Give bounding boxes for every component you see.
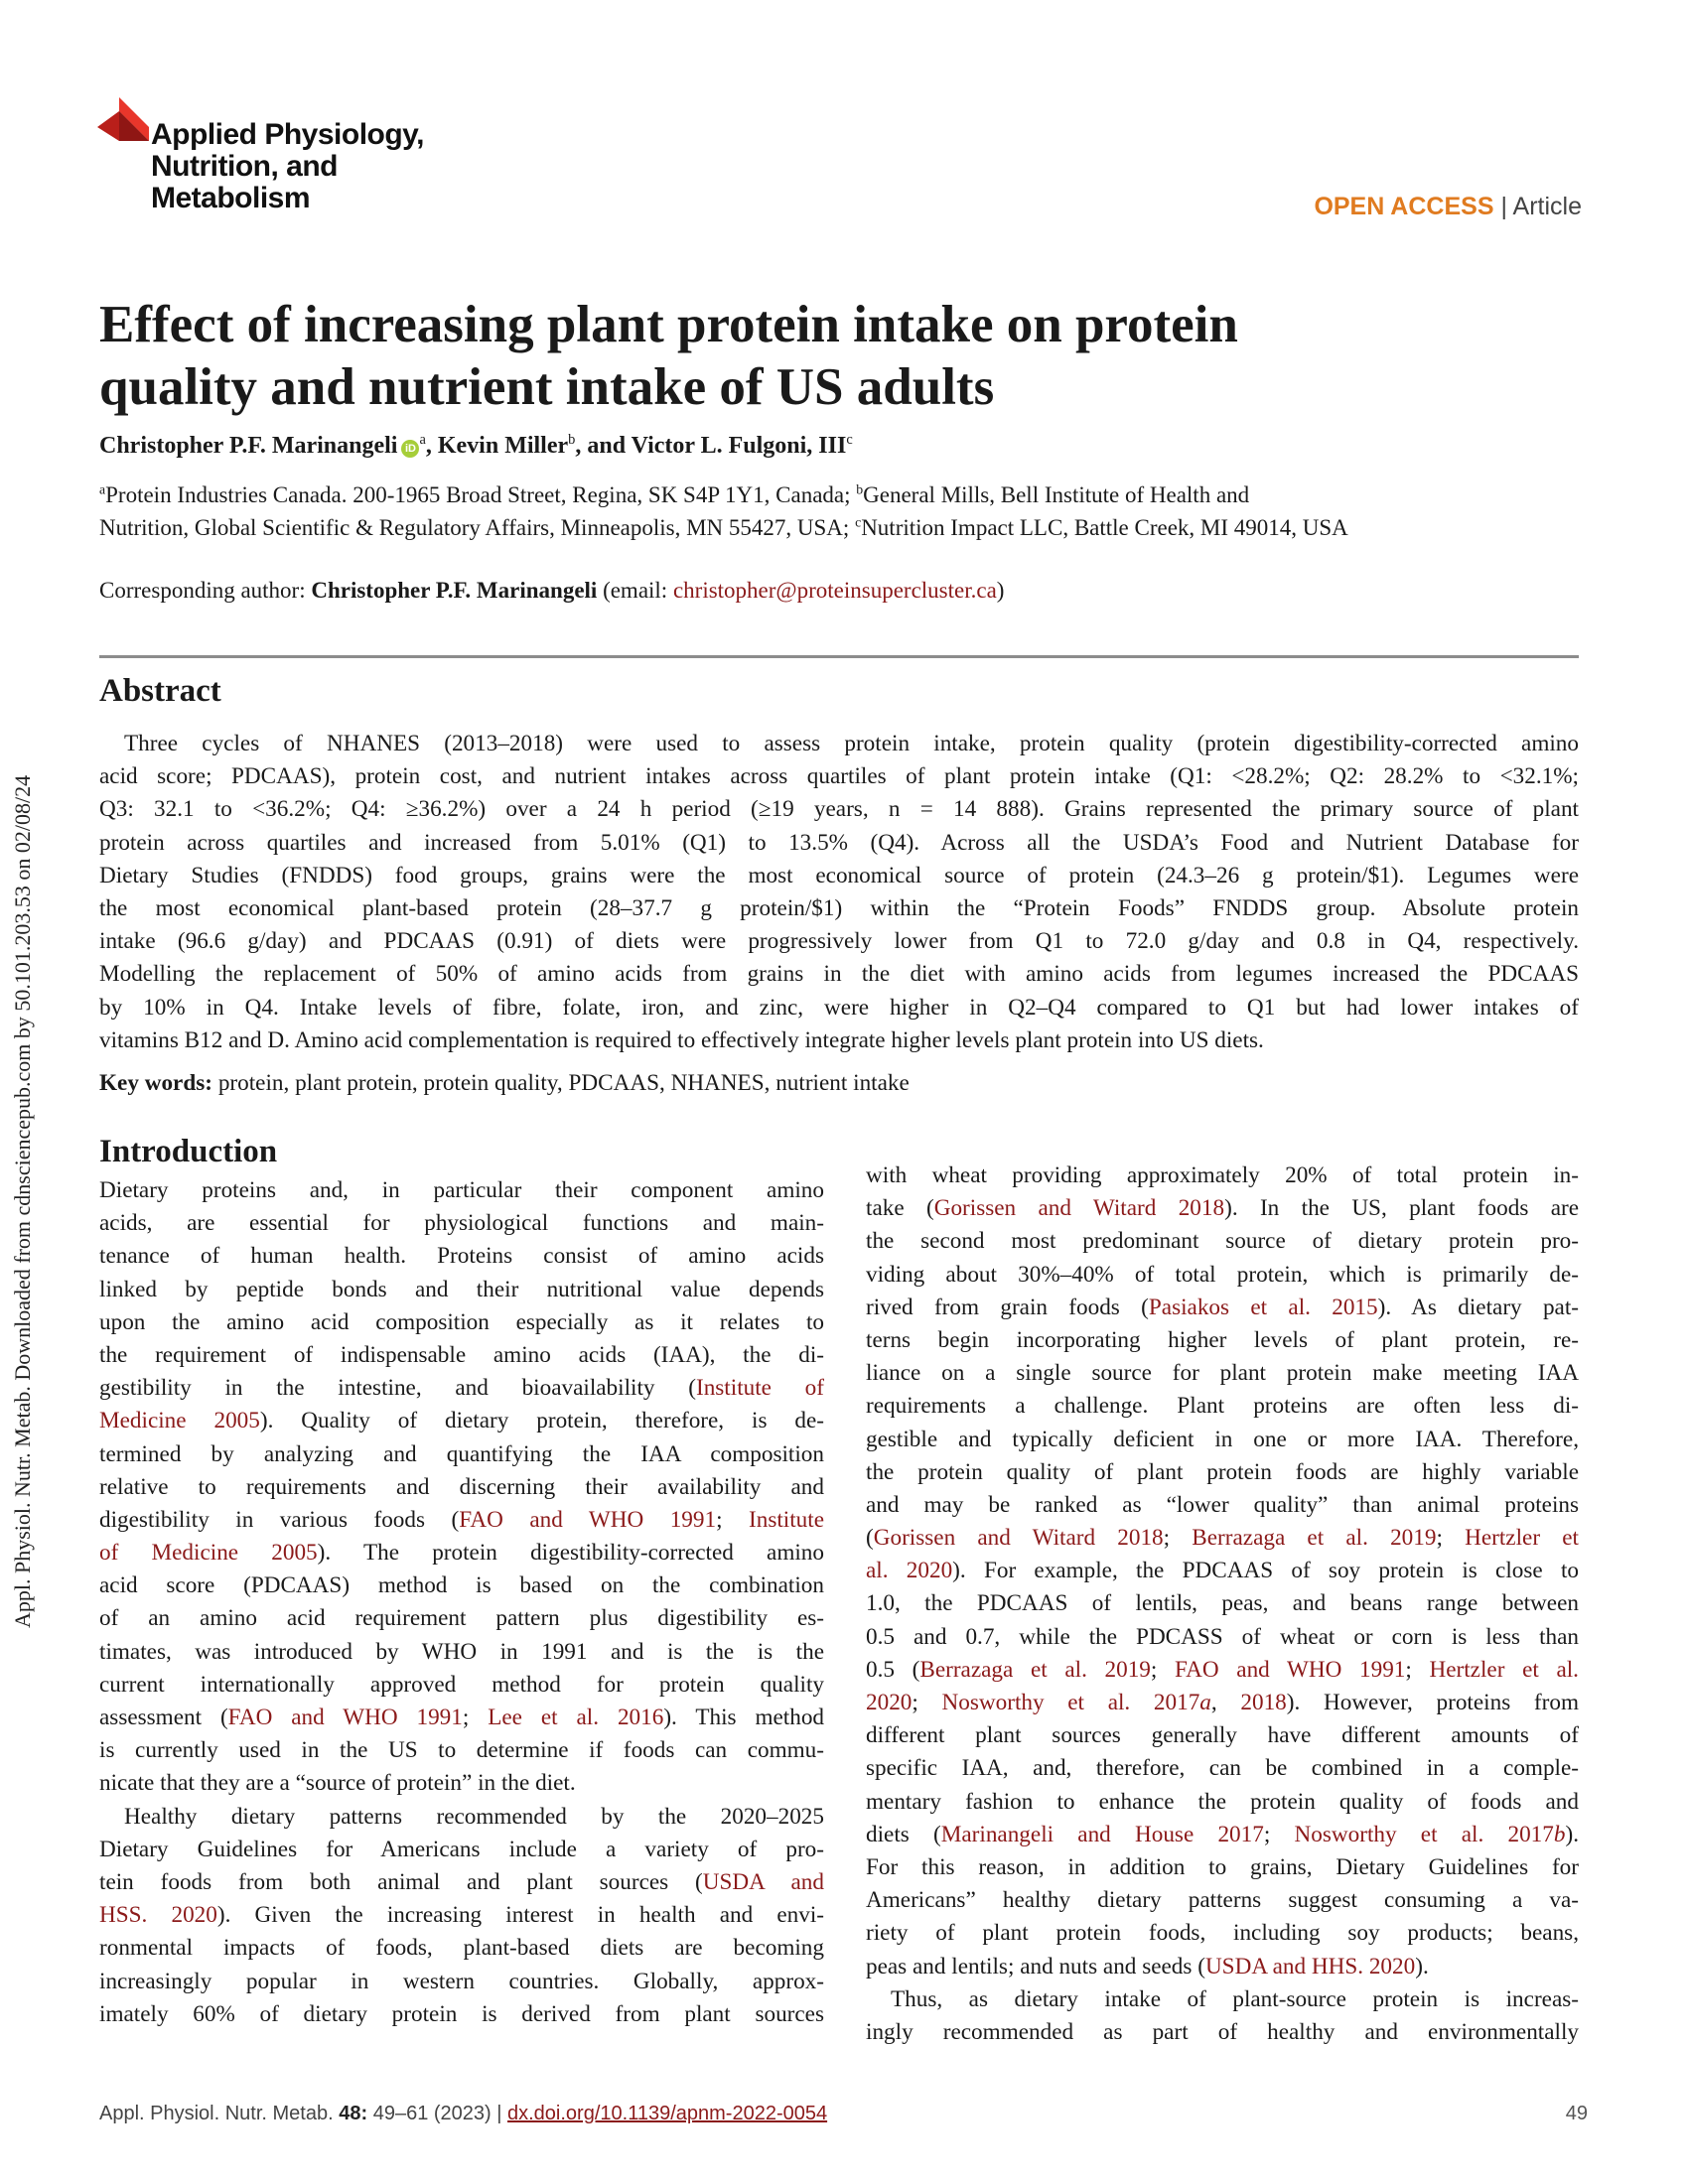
keywords — [99, 1070, 910, 1097]
body-text: ; — [912, 1690, 942, 1715]
citation-link[interactable]: 2020 — [866, 1690, 913, 1715]
download-watermark: Appl. Physiol. Nutr. Metab. Downloaded from cdnsciencepub.com by 50.101.203.53 on 02/08/24 — [10, 774, 35, 1628]
page-number: 49 — [1565, 2103, 1588, 2124]
affiliation-text: Protein Industries Canada. 200-1965 Broad Street, Regina, SK S4P 1Y1, Canada; — [105, 482, 857, 507]
citation-link[interactable]: Gorissen and Witard 2018 — [933, 1195, 1225, 1222]
affiliation-line — [99, 478, 1589, 511]
citation-link[interactable]: Nosworthy et al. 2017 — [1294, 1821, 1554, 1847]
citation-link[interactable]: Institute of — [695, 1375, 825, 1402]
citation-link[interactable]: Gorissen and Witard 2018 — [873, 1525, 1164, 1552]
body-text: specific IAA, and, therefore, can be combined in a comple- — [866, 1755, 1579, 1782]
body-text-line — [99, 1866, 824, 1899]
body-text: upon the amino acid composition especially as it relates to — [99, 1308, 824, 1335]
author-list — [99, 433, 853, 460]
abstract-line: vitamins B12 and D. Amino acid complementation is required to effectively integrate higher levels plant protein into US diets. — [99, 1026, 1264, 1053]
journal-name-line: Applied Physiology, — [151, 118, 424, 151]
body-text-line — [866, 1917, 1579, 1950]
citation-link[interactable]: HSS. 2020 — [99, 1902, 217, 1929]
footer-volume: 48: — [339, 2103, 368, 2124]
body-text-line — [99, 1405, 824, 1437]
body-text-line — [99, 1998, 824, 2031]
body-text: ). This method — [663, 1705, 825, 1730]
body-text: current internationally approved method for protein quality — [99, 1671, 824, 1698]
body-text: riety of plant protein foods, including soy products; beans, — [866, 1920, 1579, 1947]
affiliation-line — [99, 511, 1589, 544]
body-text: 0.5 and 0.7, while the PDCASS of wheat or corn is less than — [866, 1623, 1579, 1650]
body-text: requirements a challenge. Plant proteins are often less di- — [866, 1393, 1579, 1420]
body-text: the requirement of indispensable amino acids (IAA), the di- — [99, 1341, 824, 1368]
journal-name-line: Metabolism — [151, 182, 311, 214]
email-suffix: ) — [996, 578, 1005, 603]
citation-link[interactable]: Institute — [749, 1506, 824, 1533]
body-text: ; — [1436, 1525, 1466, 1552]
journal-logo-mark-icon — [97, 97, 155, 149]
corresponding-label: Corresponding author: — [99, 578, 312, 603]
article-title-line: quality and nutrient intake of US adults — [99, 358, 995, 416]
body-text: ; — [1150, 1656, 1175, 1683]
citation-link[interactable]: of Medicine 2005 — [99, 1540, 318, 1567]
body-text: 1.0, the PDCAAS of lentils, peas, and beans range between — [866, 1590, 1579, 1617]
body-text-line — [866, 1719, 1579, 1752]
body-text-line — [866, 1160, 1579, 1192]
citation-link[interactable]: FAO and WHO 1991 — [227, 1705, 463, 1730]
body-text: ; — [462, 1705, 489, 1730]
body-text-line — [99, 1471, 824, 1504]
body-text: ). The protein digestibility-corrected amino — [317, 1540, 824, 1567]
journal-name — [151, 119, 424, 214]
body-text: acids, are essential for physiological functions and main- — [99, 1210, 824, 1237]
affiliation-marker: c — [855, 514, 862, 530]
body-text-line — [866, 1357, 1579, 1390]
body-text: peas and lentils; and nuts and seeds ( — [866, 1953, 1205, 1979]
body-text: diets ( — [866, 1821, 941, 1847]
body-text: Thus, as dietary intake of plant-source protein is increas- — [891, 1985, 1579, 2012]
body-text-line — [866, 1819, 1579, 1851]
body-text: imately 60% of dietary protein is derived from plant sources — [99, 2000, 824, 2027]
body-text-line — [866, 1456, 1579, 1489]
affiliation-text: Nutrition, Global Scientific & Regulatory Affairs, Minneapolis, MN 55427, USA; — [99, 515, 856, 540]
body-text-line — [866, 1292, 1579, 1324]
article-type-label: Article — [1512, 193, 1582, 220]
body-text: liance on a single source for plant protein make meeting IAA — [866, 1360, 1579, 1387]
body-text-line — [866, 1884, 1579, 1917]
affiliations — [99, 478, 1589, 544]
body-text: digestibility in various foods ( — [99, 1506, 460, 1533]
body-text: linked by peptide bonds and their nutritional value depends — [99, 1276, 824, 1302]
body-text: Healthy dietary patterns recommended by the 2020–2025 — [124, 1803, 824, 1830]
body-text-line — [866, 1259, 1579, 1292]
body-text: termined by analyzing and quantifying the IAA composition — [99, 1440, 824, 1467]
citation-link[interactable]: Hertzler et al. — [1429, 1656, 1579, 1683]
author-separator: , — [425, 433, 438, 459]
body-text-line — [866, 1587, 1579, 1620]
body-text: ; — [1405, 1656, 1430, 1683]
author-name[interactable]: Victor L. Fulgoni, III — [631, 433, 847, 459]
body-text: Dietary Guidelines for Americans include a variety of pro- — [99, 1836, 824, 1862]
abstract-body — [99, 728, 1579, 1057]
body-text-line — [866, 1489, 1579, 1522]
body-text: , — [1210, 1690, 1241, 1715]
citation-link[interactable]: FAO and WHO 1991 — [1174, 1656, 1406, 1683]
email-prefix: (email: — [597, 578, 673, 603]
body-text-line — [866, 1225, 1579, 1258]
body-text: and may be ranked as “lower quality” than animal proteins — [866, 1491, 1579, 1518]
body-text: mentary fashion to enhance the protein quality of foods and — [866, 1788, 1579, 1815]
body-text-line — [99, 1801, 824, 1834]
body-text: ( — [866, 1525, 874, 1552]
body-text: take ( — [866, 1195, 934, 1222]
body-text-line — [99, 1537, 824, 1570]
body-text-line — [866, 1851, 1579, 1884]
orcid-icon[interactable]: iD — [401, 440, 419, 458]
body-text-line — [866, 1621, 1579, 1654]
body-text: ). As dietary pat- — [1377, 1294, 1580, 1320]
body-text-line — [99, 1339, 824, 1372]
body-text: with wheat providing approximately 20% of total protein in- — [866, 1162, 1579, 1188]
body-text-line — [99, 1734, 824, 1767]
footer-journal: Appl. Physiol. Nutr. Metab. — [99, 2103, 340, 2124]
email-link[interactable]: christopher@proteinsupercluster.ca — [672, 578, 997, 603]
affiliation-text: Nutrition Impact LLC, Battle Creek, MI 49014, USA — [861, 515, 1348, 540]
affiliation-marker: c — [846, 432, 853, 448]
body-text: is currently used in the US to determine if foods can commu- — [99, 1737, 824, 1764]
keywords-text: protein, plant protein, protein quality, PDCAAS, NHANES, nutrient intake — [217, 1070, 910, 1096]
body-text-line — [99, 1899, 824, 1932]
citation-link[interactable]: FAO and WHO 1991 — [459, 1506, 717, 1533]
body-text-line — [99, 1240, 824, 1273]
body-text: gestibility in the intestine, and bioavailability ( — [99, 1375, 696, 1402]
body-text: nicate that they are a “source of protein” in the diet. — [99, 1770, 576, 1797]
body-text: tenance of human health. Proteins consist of amino acids — [99, 1243, 824, 1270]
abstract-line: the most economical plant-based protein (28–37.7 g protein/$1) within the “Protein Foods” FNDDS group. Absolute protein — [99, 894, 1579, 921]
citation-link[interactable]: Berrazaga et al. 2019 — [919, 1656, 1151, 1683]
body-text-line — [866, 2016, 1579, 2049]
body-text-line — [866, 1752, 1579, 1785]
body-text: ). In the US, plant foods are — [1224, 1195, 1580, 1222]
body-text-line — [99, 1372, 824, 1405]
page-footer — [99, 2103, 827, 2125]
body-text-line — [866, 1424, 1579, 1456]
citation-link[interactable]: Berrazaga et al. 2019 — [1192, 1525, 1437, 1552]
citation-link[interactable]: b — [1553, 1821, 1566, 1847]
section-divider — [99, 655, 1579, 658]
citation-link[interactable]: a — [1199, 1690, 1211, 1715]
abstract-line: by 10% in Q4. Intake levels of fibre, folate, iron, and zinc, were higher in Q2–Q4 compared to Q1 but had lower intakes of — [99, 994, 1579, 1021]
corresponding-name: Christopher P.F. Marinangeli — [311, 578, 598, 603]
abstract-line: acid score; PDCAAS), protein cost, and nutrient intakes across quartiles of plant protein intake (Q1: <28.2%; Q2: 28.2% to <32.1%; — [99, 763, 1579, 790]
body-text-line — [99, 1504, 824, 1537]
doi-link[interactable]: dx.doi.org/10.1139/apnm-2022-0054 — [507, 2103, 828, 2124]
body-text-line — [99, 1438, 824, 1471]
body-text: 0.5 ( — [866, 1656, 920, 1683]
body-text: timates, was introduced by WHO in 1991 and is the is the — [99, 1638, 824, 1665]
separator: | — [1500, 193, 1507, 220]
body-text-line — [866, 1555, 1579, 1587]
body-text-line — [866, 1687, 1579, 1719]
body-text-line — [99, 1274, 824, 1306]
body-text-line — [866, 1786, 1579, 1819]
body-text-line — [99, 1966, 824, 1998]
body-column-right — [866, 1160, 1579, 2049]
body-text-line — [866, 1522, 1579, 1555]
body-text-line — [99, 1174, 824, 1207]
body-text: Americans” healthy dietary patterns suggest consuming a va- — [866, 1887, 1579, 1914]
article-title-line: Effect of increasing plant protein intake on protein — [99, 296, 1238, 353]
body-text-line — [99, 1834, 824, 1866]
body-text-line — [99, 1932, 824, 1965]
affiliation-marker: b — [856, 481, 864, 497]
body-text: ). Quality of dietary protein, therefore, is de- — [259, 1408, 824, 1434]
body-text: ; — [1263, 1821, 1295, 1847]
body-text: ). Given the increasing interest in health and envi- — [216, 1902, 824, 1929]
body-text: gestible and typically deficient in one or more IAA. Therefore, — [866, 1426, 1579, 1452]
body-text: the protein quality of plant protein foods are highly variable — [866, 1458, 1579, 1485]
abstract-heading: Abstract — [99, 673, 221, 709]
citation-link[interactable]: USDA and — [702, 1868, 824, 1895]
body-text: ronmental impacts of foods, plant-based diets are becoming — [99, 1935, 824, 1962]
author-name[interactable]: Kevin Miller — [437, 433, 569, 459]
abstract-line: Q3: 32.1 to <36.2%; Q4: ≥36.2%) over a 24 h period (≥19 years, n = 14 888). Grains represented the primary source of plant — [99, 796, 1579, 823]
affiliation-text: General Mills, Bell Institute of Health and — [863, 482, 1250, 507]
body-text: different plant sources generally have different amounts of — [866, 1722, 1579, 1749]
citation-link[interactable]: Nosworthy et al. 2017 — [941, 1690, 1200, 1715]
journal-name-line: Nutrition, and — [151, 150, 338, 183]
body-text-line — [99, 1602, 824, 1635]
author-separator: , and — [575, 433, 632, 459]
abstract-line: Dietary Studies (FNDDS) food groups, grains were the most economical source of protein (24.3–26 g protein/$1). Legumes were — [99, 862, 1579, 888]
article-title — [99, 294, 1589, 419]
body-text-line — [99, 1767, 824, 1800]
body-text: rived from grain foods ( — [866, 1294, 1149, 1320]
body-text: viding about 30%–40% of total protein, which is primarily de- — [866, 1261, 1579, 1288]
article-type-badge — [1314, 193, 1582, 221]
open-access-label: OPEN ACCESS — [1314, 193, 1494, 220]
footer-pages: 49–61 (2023) | — [367, 2103, 507, 2124]
body-text: of an amino acid requirement pattern plus digestibility es- — [99, 1605, 824, 1632]
author-name[interactable]: Christopher P.F. Marinangeli — [99, 433, 398, 459]
keywords-label: Key words — [99, 1070, 206, 1096]
body-column-left — [99, 1174, 824, 2031]
body-text-line — [99, 1306, 824, 1339]
body-text: For this reason, in addition to grains, Dietary Guidelines for — [866, 1853, 1579, 1880]
abstract-line: intake (96.6 g/day) and PDCAAS (0.91) of diets were progressively lower from Q1 to 72.0 g/day and 0.8 in Q4, respectively. — [99, 928, 1579, 955]
body-text: ). — [1565, 1821, 1579, 1847]
body-text-line — [866, 1983, 1579, 2016]
affiliation-marker: b — [568, 432, 576, 448]
body-text: ingly recommended as part of healthy and environmentally — [866, 2018, 1579, 2045]
keywords-colon: : — [205, 1070, 218, 1096]
citation-link[interactable]: 2018 — [1240, 1690, 1287, 1715]
body-text-line — [99, 1636, 824, 1669]
abstract-line: Three cycles of NHANES (2013–2018) were used to assess protein intake, protein quality (protein digestibility-corrected amino — [124, 731, 1579, 756]
body-text: ). For example, the PDCAAS of soy protein is close to — [952, 1558, 1579, 1584]
body-text-line — [99, 1669, 824, 1702]
body-text-line — [866, 1390, 1579, 1423]
corresponding-author — [99, 578, 1004, 604]
affiliation-marker: a — [419, 432, 426, 448]
body-text-line — [866, 1324, 1579, 1357]
body-text: ; — [716, 1506, 749, 1533]
citation-link[interactable]: Medicine 2005 — [99, 1408, 260, 1434]
body-text: terns begin incorporating higher levels of plant protein, re- — [866, 1326, 1579, 1353]
body-text: Dietary proteins and, in particular their component amino — [99, 1177, 824, 1203]
body-text: tein foods from both animal and plant sources ( — [99, 1868, 703, 1895]
journal-logo — [97, 97, 455, 216]
body-text-line — [99, 1570, 824, 1602]
body-text: assessment ( — [99, 1705, 228, 1730]
body-text: the second most predominant source of dietary protein pro- — [866, 1228, 1579, 1255]
body-text-line — [866, 1192, 1579, 1225]
abstract-line: protein across quartiles and increased from 5.01% (Q1) to 13.5% (Q4). Across all the USDA’s Food and Nutrient Database for — [99, 829, 1579, 856]
body-text: ; — [1163, 1525, 1193, 1552]
body-text: acid score (PDCAAS) method is based on the combination — [99, 1572, 824, 1599]
body-text-line — [866, 1654, 1579, 1687]
body-text: relative to requirements and discerning their availability and — [99, 1473, 824, 1500]
body-text: ). However, proteins from — [1286, 1690, 1579, 1715]
citation-link[interactable]: Marinangeli and House 2017 — [940, 1821, 1264, 1847]
citation-link[interactable]: Hertzler et — [1465, 1525, 1579, 1552]
introduction-heading: Introduction — [99, 1134, 278, 1169]
body-text: ). — [1415, 1953, 1429, 1979]
body-text: increasingly popular in western countries. Globally, approx- — [99, 1968, 824, 1994]
citation-link[interactable]: USDA and HHS. 2020 — [1204, 1953, 1416, 1979]
affiliation-marker: a — [99, 481, 106, 497]
body-text-line — [99, 1702, 824, 1734]
citation-link[interactable]: Lee et al. 2016 — [488, 1705, 664, 1730]
citation-link[interactable]: al. 2020 — [866, 1558, 953, 1584]
citation-link[interactable]: Pasiakos et al. 2015 — [1148, 1294, 1378, 1320]
body-text-line — [99, 1207, 824, 1240]
abstract-line: Modelling the replacement of 50% of amino acids from grains in the diet with amino acids from legumes increased the PDCAAS — [99, 961, 1579, 988]
body-text-line — [866, 1951, 1579, 1983]
